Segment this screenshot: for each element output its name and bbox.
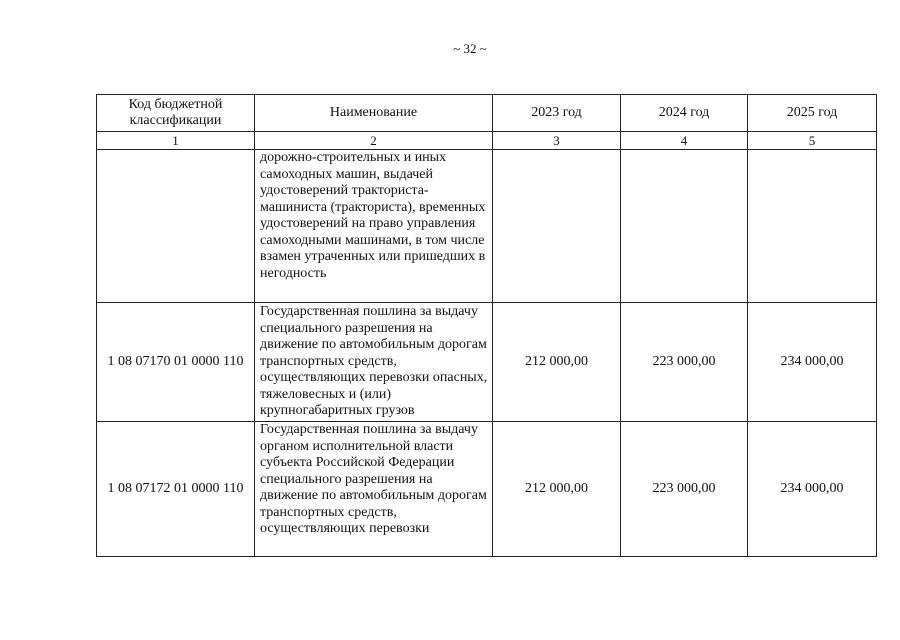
page-number: ~ 32 ~ xyxy=(453,41,487,56)
header-2024: 2024 год xyxy=(621,95,748,132)
header-code: Код бюджетной классификации xyxy=(97,95,255,132)
row-name: Государственная пошлина за выдачу органом исполнительной власти субъекта Российской Федерации специального разрешения на движение по автомобильным дорогам транспортных средств, осуществляющих перевозки xyxy=(255,422,493,557)
table-row xyxy=(97,422,877,557)
row-value-2025: 234 000,00 xyxy=(748,303,877,422)
row-value-2025: 234 000,00 xyxy=(748,422,877,557)
column-number: 2 xyxy=(255,132,493,150)
column-number: 1 xyxy=(97,132,255,150)
table-row xyxy=(97,150,877,303)
row-code xyxy=(97,150,255,303)
header-name: Наименование xyxy=(255,95,493,132)
column-number-row xyxy=(97,132,877,150)
row-value-2023: 212 000,00 xyxy=(493,303,621,422)
table-header-row xyxy=(97,95,877,132)
row-value-2024 xyxy=(621,150,748,303)
row-value-2023 xyxy=(493,150,621,303)
row-code: 1 08 07172 01 0000 110 xyxy=(97,422,255,557)
budget-table xyxy=(96,94,877,557)
row-name: Государственная пошлина за выдачу специального разрешения на движение по автомобильным дорогам транспортных средств, осуществляющих перевозки опасных, тяжеловесных и (или) крупногабаритных грузов xyxy=(255,303,493,422)
column-number: 3 xyxy=(493,132,621,150)
column-number: 4 xyxy=(621,132,748,150)
row-value-2023: 212 000,00 xyxy=(493,422,621,557)
table-row xyxy=(97,303,877,422)
header-2023: 2023 год xyxy=(493,95,621,132)
row-value-2024: 223 000,00 xyxy=(621,303,748,422)
column-number: 5 xyxy=(748,132,877,150)
row-code: 1 08 07170 01 0000 110 xyxy=(97,303,255,422)
header-2025: 2025 год xyxy=(748,95,877,132)
row-value-2024: 223 000,00 xyxy=(621,422,748,557)
row-name: дорожно-строительных и иных самоходных машин, выдачей удостоверений тракториста-машиниста (тракториста), временных удостоверений на право управления самоходными машинами, в том числе взамен утраченных или пришедших в негодность xyxy=(255,150,493,303)
row-value-2025 xyxy=(748,150,877,303)
